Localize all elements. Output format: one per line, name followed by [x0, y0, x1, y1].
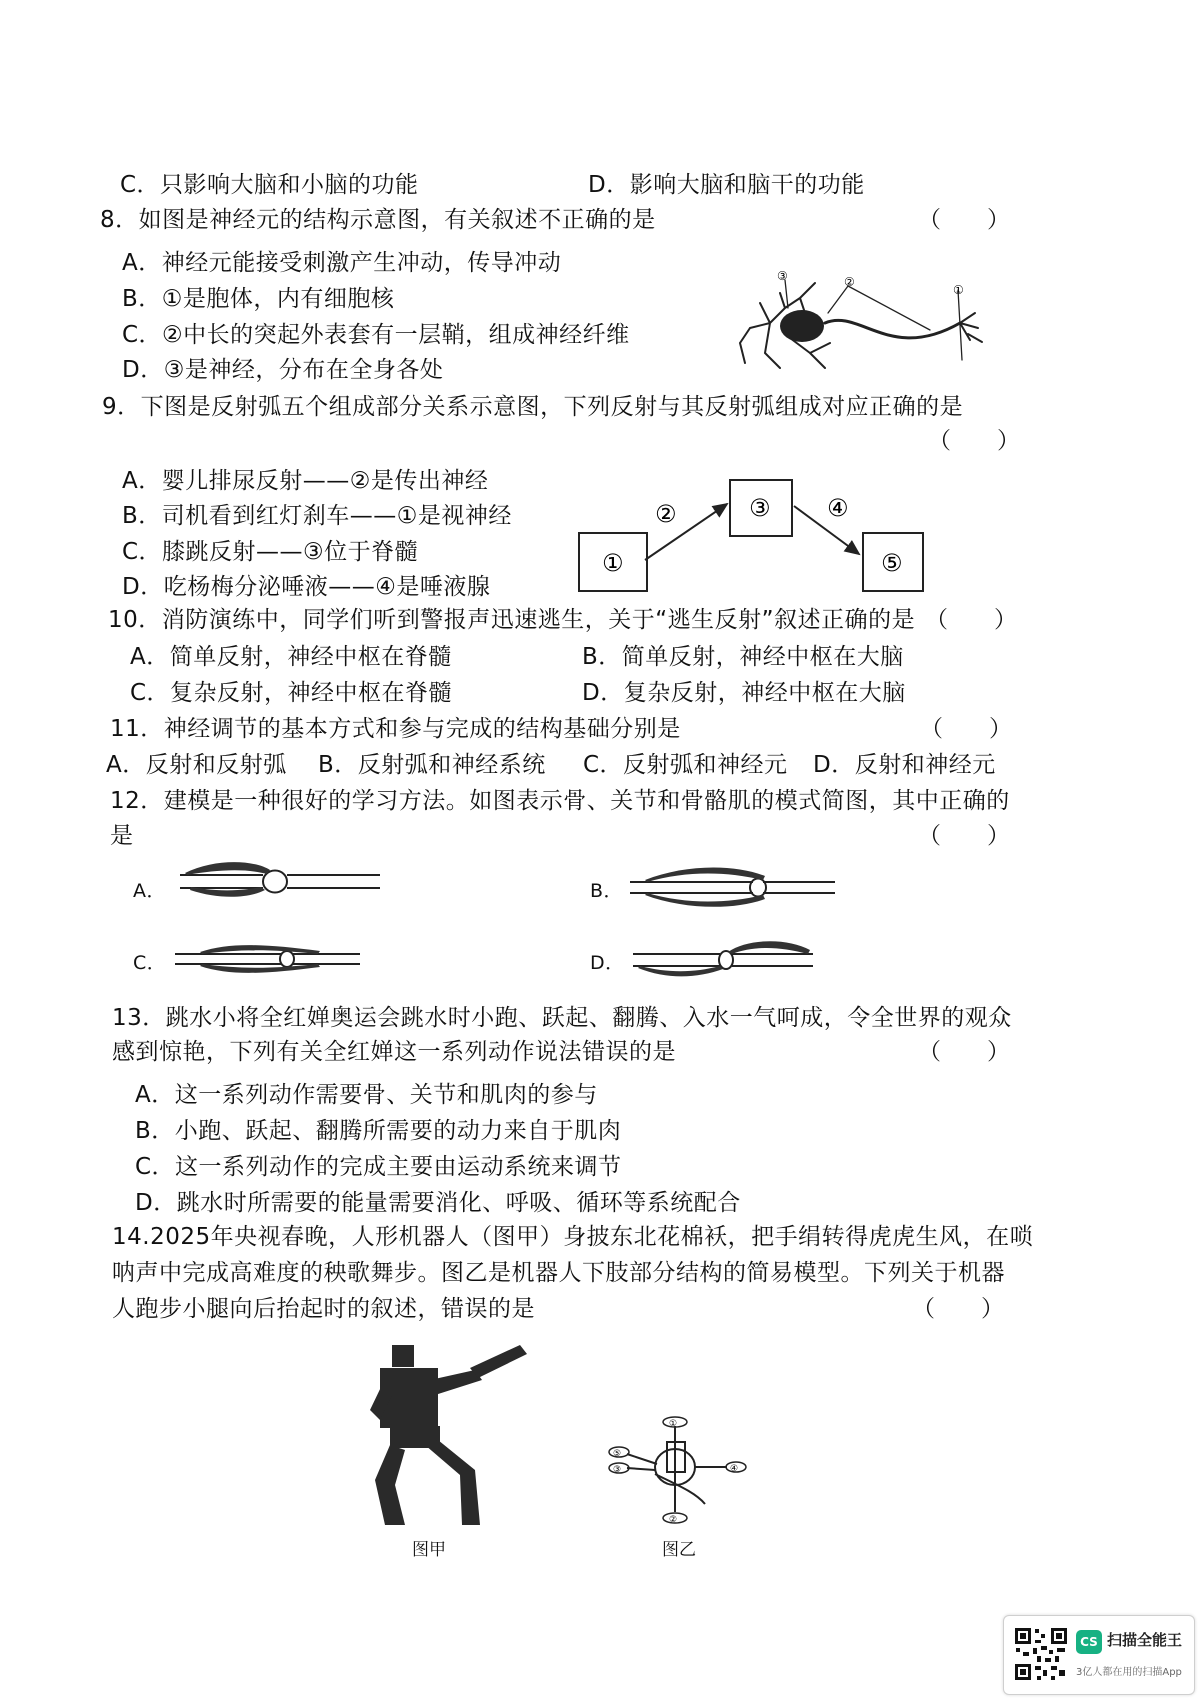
q11-option-b: B．反射弧和神经系统 [318, 752, 546, 778]
leg-label-3: ③ [613, 1465, 622, 1475]
q10-answer-paren: （ ） [925, 607, 1017, 633]
q10-option-a: A．简单反射，神经中枢在脊髓 [130, 644, 452, 670]
figure-b-caption: 图乙 [662, 1540, 696, 1560]
q7-option-c: C．只影响大脑和小脑的功能 [120, 172, 419, 198]
neuron-label-2: ② [844, 275, 855, 289]
q10-option-b: B．简单反射，神经中枢在大脑 [582, 644, 904, 670]
diagram-label-5: ⑤ [881, 549, 903, 577]
q14-answer-paren: （ ） [912, 1296, 1004, 1322]
q8-option-a: A．神经元能接受刺激产生冲动，传导冲动 [122, 250, 562, 276]
neuron-label-1: ① [953, 283, 964, 297]
neuron-cell-body [780, 310, 824, 342]
neuron-figure [730, 268, 990, 388]
q10-option-d: D．复杂反射，神经中枢在大脑 [582, 680, 906, 706]
q9-option-b: B．司机看到红灯刹车——①是视神经 [122, 503, 512, 529]
q12-stem-line1: 12．建模是一种很好的学习方法。如图表示骨、关节和骨骼肌的模式简图，其中正确的 [110, 788, 1010, 814]
q7-option-d: D．影响大脑和脑干的功能 [588, 172, 865, 198]
q11-option-c: C．反射弧和神经元 [583, 752, 788, 778]
q12-model-b [625, 862, 840, 912]
q12-label-a: A． [133, 880, 166, 902]
qr-code-icon [1013, 1626, 1069, 1682]
leg-model-figure [605, 1412, 755, 1527]
q13-option-c: C．这一系列动作的完成主要由运动系统来调节 [135, 1154, 622, 1180]
diagram-label-1: ① [602, 549, 624, 577]
q12-answer-paren: （ ） [918, 823, 1010, 849]
q9-option-a: A．婴儿排尿反射——②是传出神经 [122, 468, 489, 494]
q13-answer-paren: （ ） [918, 1039, 1010, 1065]
diagram-label-3: ③ [749, 494, 771, 522]
q11-answer-paren: （ ） [920, 716, 1012, 742]
q12-model-a [175, 858, 385, 904]
q9-stem: 9．下图是反射弧五个组成部分关系示意图，下列反射与其反射弧组成对应正确的是 [102, 394, 964, 420]
q12-model-d [628, 936, 818, 982]
q13-stem-line2: 感到惊艳，下列有关全红婵这一系列动作说法错误的是 [112, 1039, 676, 1065]
q14-stem-line2: 呐声中完成高难度的秧歌舞步。图乙是机器人下肢部分结构的简易模型。下列关于机器 [112, 1260, 1005, 1286]
q13-option-a: A．这一系列动作需要骨、关节和肌肉的参与 [135, 1082, 598, 1108]
q14-stem-line3: 人跑步小腿向后抬起时的叙述，错误的是 [112, 1296, 535, 1322]
neuron-label-3: ③ [777, 269, 788, 283]
figure-a-caption: 图甲 [412, 1540, 446, 1560]
camscanner-logo-icon: CS [1076, 1630, 1102, 1654]
q10-stem: 10．消防演练中，同学们听到警报声迅速逃生，关于“逃生反射”叙述正确的是 [108, 607, 916, 633]
q12-label-b: B． [590, 880, 624, 902]
q11-option-d: D．反射和神经元 [813, 752, 996, 778]
leg-label-4: ④ [730, 1464, 739, 1474]
q13-stem-line1: 13．跳水小将全红婵奥运会跳水时小跑、跃起、翻腾、入水一气呵成，令全世界的观众 [112, 1005, 1012, 1031]
camscanner-watermark [1003, 1615, 1195, 1695]
q12-label-c: C． [133, 952, 167, 974]
diagram-label-4: ④ [827, 494, 849, 522]
q13-option-d: D．跳水时所需要的能量需要消化、呼吸、循环等系统配合 [135, 1190, 741, 1216]
q12-stem-line2: 是 [110, 823, 134, 849]
q8-option-d: D．③是神经，分布在全身各处 [122, 357, 444, 383]
q8-option-c: C．②中长的突起外表套有一层鞘，组成神经纤维 [122, 322, 630, 348]
q8-option-b: B．①是胞体，内有细胞核 [122, 286, 395, 312]
camscanner-tagline: 3亿人都在用的扫描App [1076, 1667, 1182, 1678]
robot-figure [370, 1340, 535, 1530]
camscanner-name: 扫描全能王 [1107, 1631, 1183, 1649]
q10-option-c: C．复杂反射，神经中枢在脊髓 [130, 680, 453, 706]
q8-answer-paren: （ ） [918, 207, 1010, 233]
reflex-arc-diagram [575, 478, 925, 603]
q12-model-c [170, 936, 365, 980]
q9-answer-paren: （ ） [928, 428, 1020, 454]
q8-stem: 8．如图是神经元的结构示意图，有关叙述不正确的是 [100, 207, 656, 233]
q12-label-d: D． [590, 952, 625, 974]
q9-option-d: D．吃杨梅分泌唾液——④是唾液腺 [122, 574, 491, 600]
q11-stem: 11．神经调节的基本方式和参与完成的结构基础分别是 [110, 716, 681, 742]
q9-option-c: C．膝跳反射——③位于脊髓 [122, 539, 419, 565]
q13-option-b: B．小跑、跃起、翻腾所需要的动力来自于肌肉 [135, 1118, 622, 1144]
leg-label-2: ② [669, 1515, 678, 1525]
leg-label-1: ① [669, 1419, 678, 1429]
leg-label-5: ⑤ [613, 1449, 622, 1459]
q11-option-a: A．反射和反射弧 [106, 752, 287, 778]
q14-stem-line1: 14.2025年央视春晚，人形机器人（图甲）身披东北花棉袄，把手绢转得虎虎生风，在唢 [112, 1224, 1034, 1250]
diagram-label-2: ② [655, 500, 677, 528]
